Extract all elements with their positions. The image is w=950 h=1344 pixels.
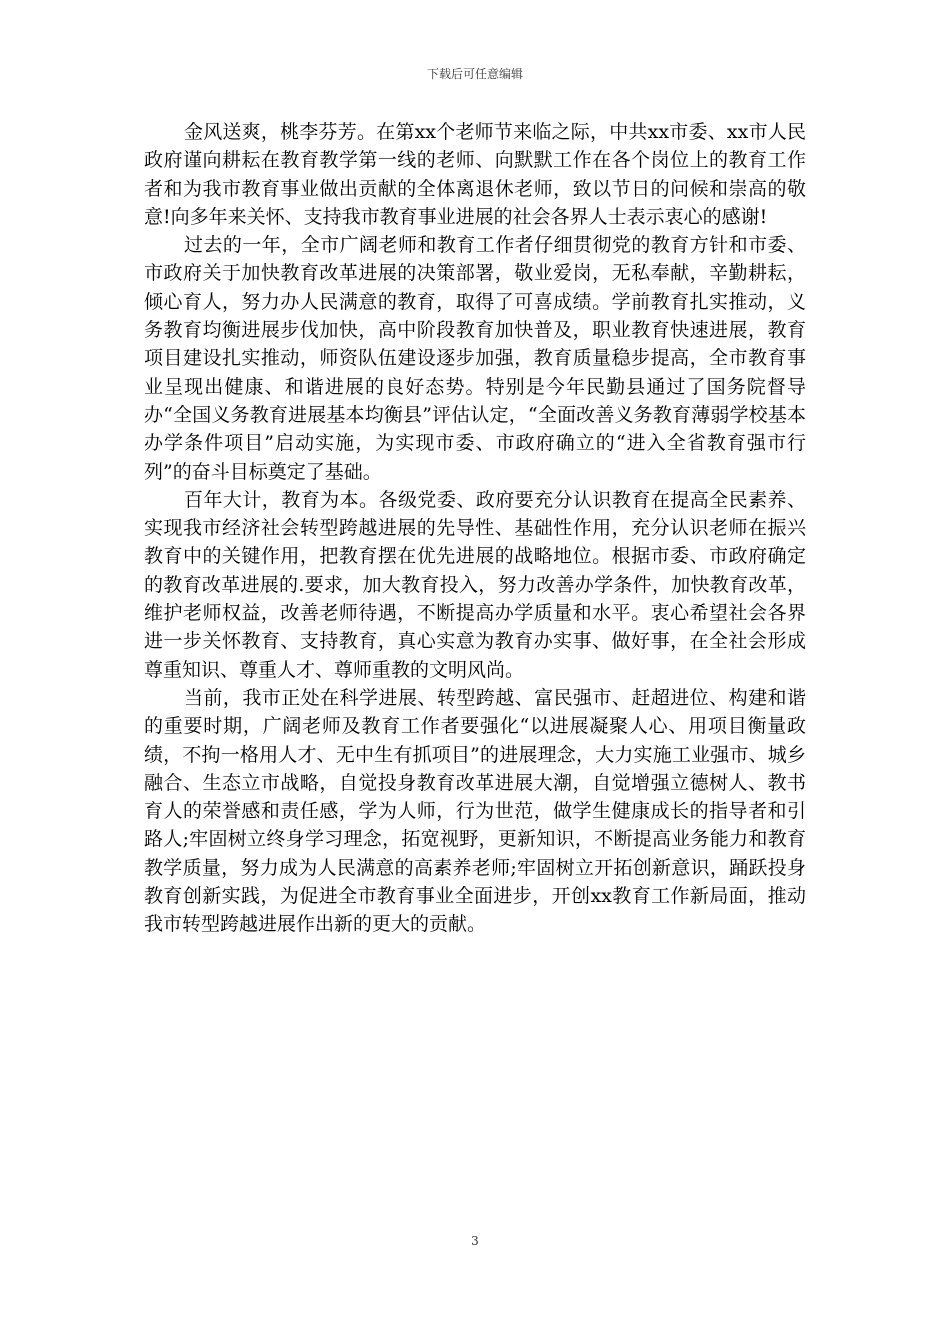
paragraph-current-period: 当前，我市正处在科学进展、转型跨越、富民强市、赶超进位、构建和谐的重要时期，广阔老师及教育工作者要强化“以进展凝聚人心、用项目衡量政绩，不拘一格用人才、无中生有抓项目”的进展理念，大力实施工业强市、城乡融合、生态立市战略，自觉投身教育改革进展大潮，自觉增强立德树人、教书育人的荣誉感和责任感，学为人师，行为世范，做学生健康成长的指导者和引路人;牢固树立终身学习理念，拓宽视野，更新知识，不断提高业务能力和教育教学质量，努力成为人民满意的高素养老师;牢固树立开拓创新意识，踊跃投身教育创新实践，为促进全市教育事业全面进步，开创xx教育工作新局面，推动我市转型跨越进展作出新的更大的贡献。 bbox=[144, 686, 806, 936]
page-header: 下载后可任意编辑 bbox=[426, 67, 523, 81]
document-body bbox=[144, 118, 806, 939]
paragraph-greeting: 金风送爽，桃李芬芳。在第xx个老师节来临之际，中共xx市委、xx市人民政府谨向耕耘在教育教学第一线的老师、向默默工作在各个岗位上的教育工作者和为我市教育事业做出贡献的全体离退休老师，致以节日的问候和崇高的敬意!向多年来关怀、支持我市教育事业进展的社会各界人士表示衷心的感谢! bbox=[144, 121, 806, 228]
paragraph-past-year: 过去的一年，全市广阔老师和教育工作者仔细贯彻党的教育方针和市委、市政府关于加快教育改革进展的决策部署，敬业爱岗，无私奉献，辛勤耕耘，倾心育人，努力办人民满意的教育，取得了可喜成绩。学前教育扎实推动，义务教育均衡进展步伐加快，高中阶段教育加快普及，职业教育快速进展，教育项目建设扎实推动，师资队伍建设逐步加强，教育质量稳步提高，全市教育事业呈现出健康、和谐进展的良好态势。特别是今年民勤县通过了国务院督导办“全国义务教育进展基本均衡县”评估认定，“全面改善义务教育薄弱学校基本办学条件项目”启动实施，为实现市委、市政府确立的“进入全省教育强市行列”的奋斗目标奠定了基础。 bbox=[144, 234, 806, 483]
paragraph-education-foundation: 百年大计，教育为本。各级党委、政府要充分认识教育在提高全民素养、实现我市经济社会转型跨越进展的先导性、基础性作用，充分认识老师在振兴教育中的关键作用，把教育摆在优先进展的战略地位。根据市委、市政府确定的教育改革进展的.要求，加大教育投入，努力改善办学条件，加快教育改革，维护老师权益，改善老师待遇，不断提高办学质量和水平。衷心希望社会各界进一步关怀教育、支持教育，真心实意为教育办实事、做好事，在全社会形成尊重知识、尊重人才、尊师重教的文明风尚。 bbox=[144, 488, 806, 681]
page-number: 3 bbox=[471, 1234, 479, 1248]
